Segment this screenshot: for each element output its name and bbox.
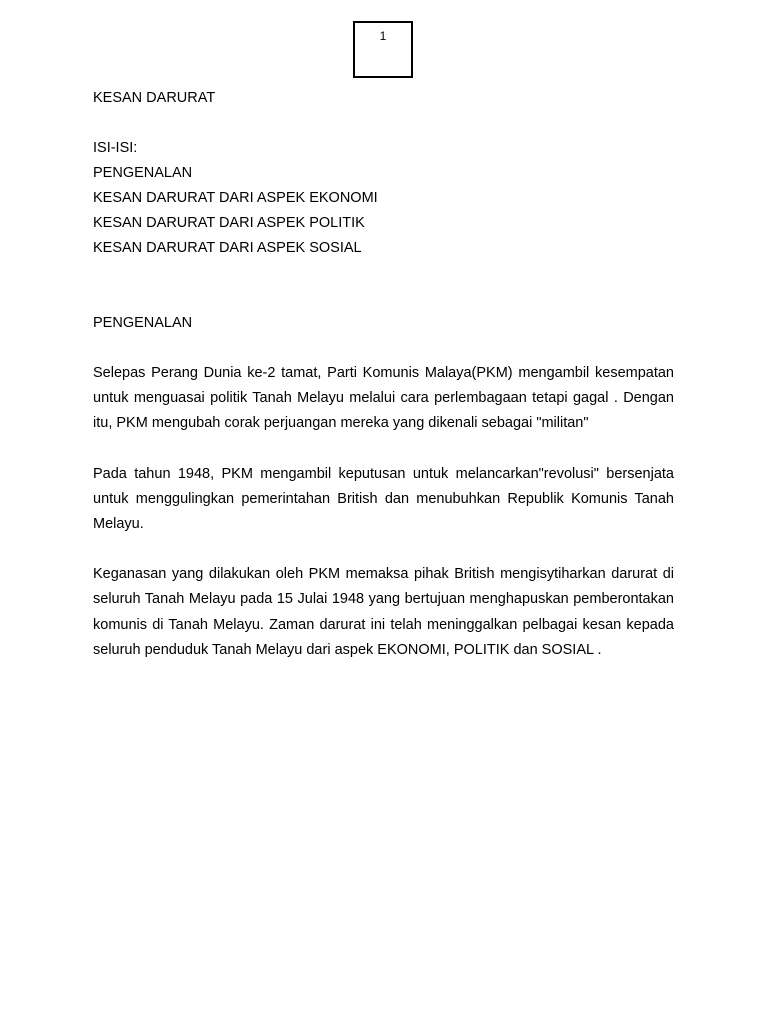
contents-item: KESAN DARURAT DARI ASPEK SOSIAL: [93, 240, 362, 256]
paragraph: Pada tahun 1948, PKM mengambil keputusan untuk melancarkan"revolusi" bersenjata untuk menggulingkan pemerintahan British dan menubuhkan Republik Komunis Tanah Melayu.: [93, 465, 674, 533]
section-heading: PENGENALAN: [93, 315, 193, 331]
spacer: [93, 111, 674, 136]
spacer: [93, 261, 674, 311]
spacer: [93, 537, 674, 562]
spacer: [93, 437, 674, 462]
document-body: [93, 86, 674, 663]
paragraph: Keganasan yang dilakukan oleh PKM memaksa pihak British mengisytiharkan darurat di seluruh Tanah Melayu pada 15 Julai 1948 yang bertujuan menghapuskan pemberontakan komunis di Tanah Melayu. Zaman darurat ini telah meninggalkan pelbagai kesan kepada seluruh penduduk Tanah Melayu dari aspek EKONOMI, POLITIK dan SOSIAL .: [93, 566, 674, 658]
spacer: [93, 336, 674, 361]
paragraph: Selepas Perang Dunia ke-2 tamat, Parti Komunis Malaya(PKM) mengambil kesempatan untuk menguasai politik Tanah Melayu melalui cara perlembagaan tetapi gagal . Dengan itu, PKM mengubah corak perjuangan mereka yang dikenali sebagai "militan": [93, 365, 674, 432]
contents-heading: ISI-ISI:: [93, 140, 138, 156]
document-title: KESAN DARURAT: [93, 90, 216, 106]
page-number: 1: [379, 29, 387, 43]
page-number-box: [353, 21, 413, 78]
contents-item: KESAN DARURAT DARI ASPEK EKONOMI: [93, 190, 378, 206]
contents-item: KESAN DARURAT DARI ASPEK POLITIK: [93, 215, 365, 231]
contents-item: PENGENALAN: [93, 165, 193, 181]
